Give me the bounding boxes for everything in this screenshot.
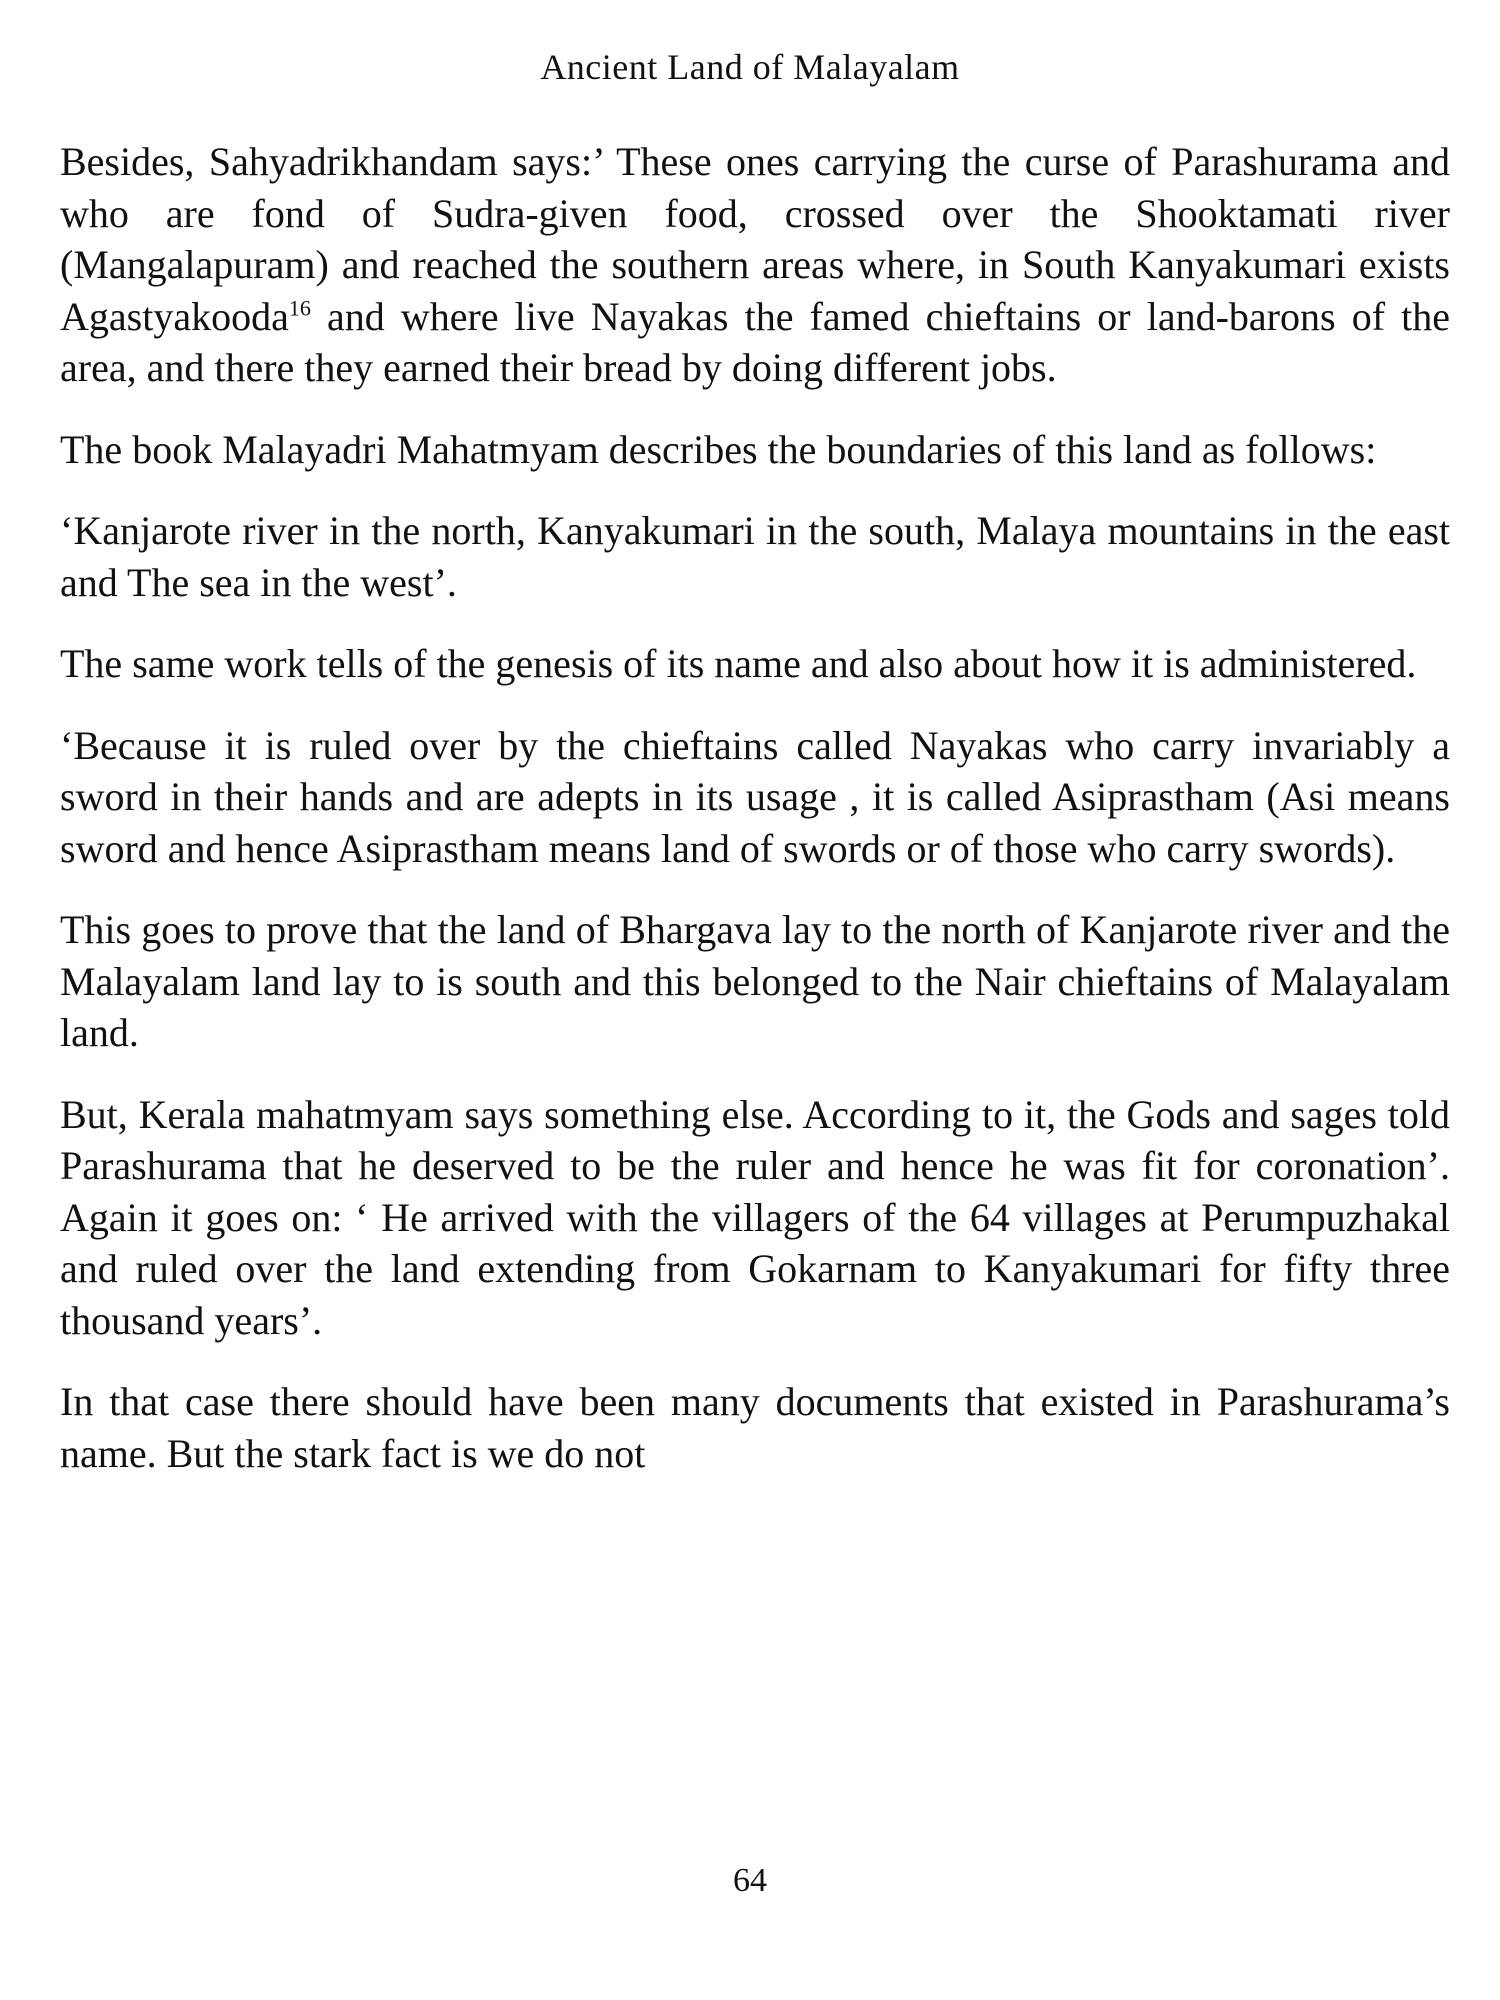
paragraph-sahyadrikhandam (60, 136, 1450, 394)
paragraph-genesis: The same work tells of the genesis of its name and also about how it is administered. (60, 641, 1417, 686)
body-text (60, 136, 1450, 1509)
paragraph-malayadri: The book Malayadri Mahatmyam describes the boundaries of this land as follows: (60, 426, 1377, 472)
paragraph-kerala-mahatmyam: But, Kerala mahatmyam says something else. According to it, the Gods and sages told Parashurama that he deserved to be the ruler and hence he was fit for coronation’. Again it goes on: ‘ He arrived with the villagers of the 64 villages at Perumpuzhakal and ruled over the land extending from Gokarnam to Kanyakumari for fifty three thousand years’. (60, 1091, 1450, 1343)
footnote-reference: 16 (288, 295, 311, 321)
paragraph-text: Besides, Sahyadrikhandam says:’ These ones carrying the curse of Parashurama and who are fond of Sudra-given food, crossed over the Shooktamati river (Mangalapuram) and reached the southern areas where, in South Kanyakumari exists Agastyakooda (60, 139, 1450, 339)
paragraph-boundaries-quote: ‘Kanjarote river in the north, Kanyakumari in the south, Malaya mountains in the east and The sea in the west’. (60, 508, 1450, 605)
page-number: 64 (733, 1862, 767, 1899)
paragraph-asiprastham: ‘Because it is ruled over by the chieftains called Nayakas who carry invariably a sword in their hands and are adepts in its usage , it is called Asiprastham (Asi means sword and hence Asiprastham means land of swords or of those who carry swords). (60, 722, 1450, 871)
running-head: Ancient Land of Malayalam (540, 47, 960, 87)
paragraph-bhargava: This goes to prove that the land of Bhargava lay to the north of Kanjarote river and the Malayalam land lay to is south and this belonged to the Nair chieftains of Malayalam land. (60, 907, 1450, 1055)
paragraph-text: and where live Nayakas the famed chieftains or land-barons of the area, and there they earned their bread by doing different jobs. (60, 293, 1450, 390)
paragraph-documents: In that case there should have been many documents that existed in Parashurama’s name. But the stark fact is we do not (60, 1379, 1450, 1476)
